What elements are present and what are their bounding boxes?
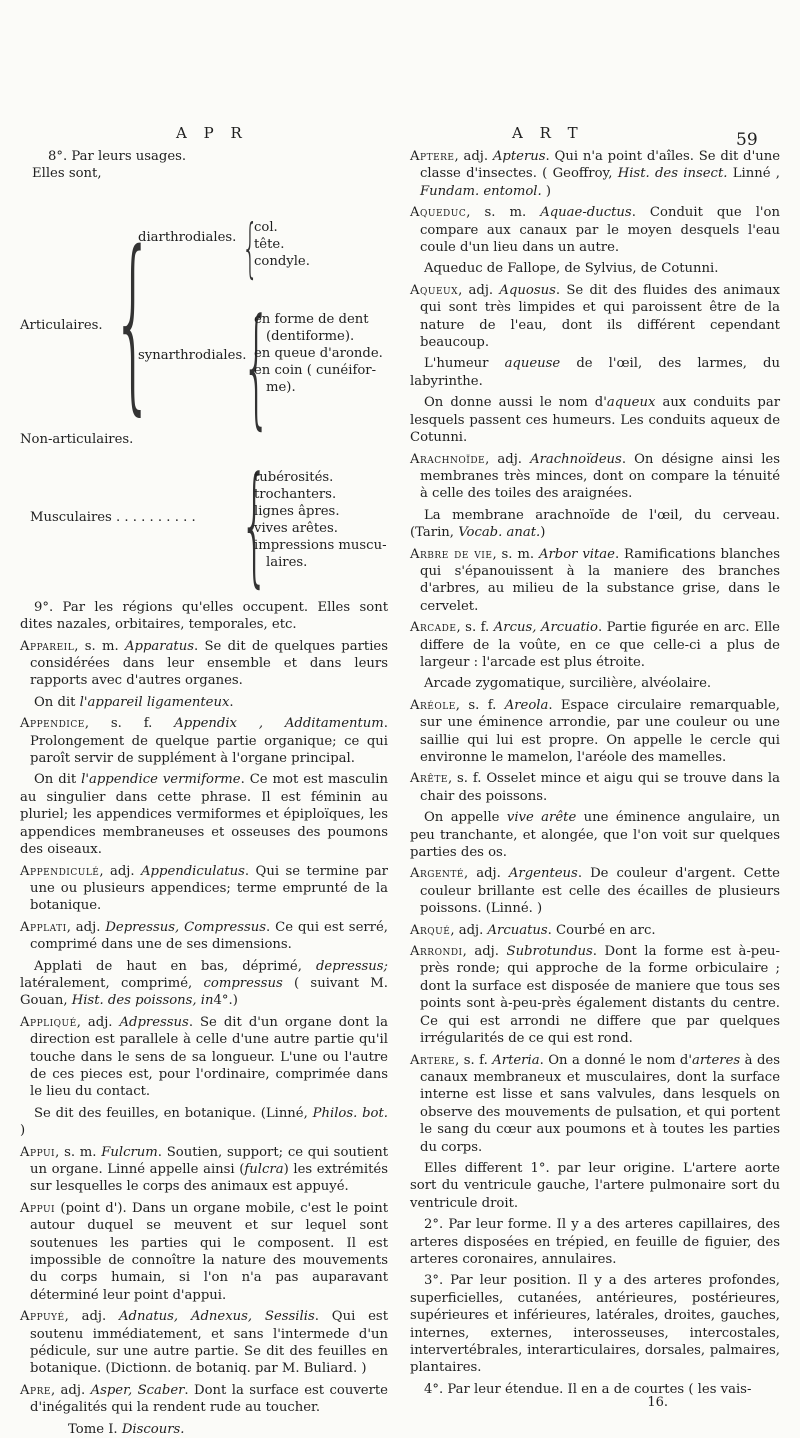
headword: Artere xyxy=(410,1052,456,1068)
musc-item-5: impressions muscu- xyxy=(254,537,387,553)
left-column xyxy=(20,148,388,1438)
entry-arete-note: On appelle vive arête une éminence angulaire, un peu tranchante, et alongée, que l'on voit sur quelques parties des os. xyxy=(410,810,780,861)
headword: Arrondi xyxy=(410,944,463,960)
class-diarthrodiales: diarthrodiales. xyxy=(138,229,237,245)
headword: Aqueux xyxy=(410,282,459,298)
diar-item-1: col. xyxy=(254,219,278,235)
headword: Arcade xyxy=(410,620,457,636)
entry-aptere: Aptere, adj. Apterus. Qui n'a point d'aîles. Se dit d'une classe d'insectes. ( Geoffroy, Hist. des insect. Linné , Fundam. entomol. ) xyxy=(410,149,780,199)
brace-musculaires: { xyxy=(240,447,269,600)
headword: Aréole xyxy=(410,697,456,713)
headword: Arbre de vie xyxy=(410,546,493,562)
entry-arcade-note: Arcade zygomatique, surcilière, alvéolaire. xyxy=(424,676,712,692)
entry-arachnoide-note: La membrane arachnoïde de l'œil, du cerveau. (Tarin, Vocab. anat.) xyxy=(410,507,780,541)
entry-appuye: Appuyé, adj. Adnatus, Adnexus, Sessilis. Qui est soutenu immédiatement, et sans l'intermede d'un pédicule, sur une autre partie. Se dit des feuilles en botanique. (Dictionn. de botaniq. par M. Buliard. ) xyxy=(20,1309,388,1377)
entry-arrondi: Arrondi, adj. Subrotundus. Dont la forme est à-peu-près ronde; qui approche de la forme orbiculaire ; dont la surface est disposée de maniere que tous ses points sont à-peu-près également distants du centre. Ce qui est arrondi ne differe que par quelques irrégularités de ce qui est rond. xyxy=(410,944,780,1047)
headword: Applati xyxy=(20,919,67,935)
class-synarthrodiales: synarthrodiales. xyxy=(138,347,247,363)
headword: Apre xyxy=(20,1382,51,1398)
headword: Argenté xyxy=(410,866,465,882)
entry-aqueduc-note: Aqueduc de Fallope, de Sylvius, de Cotunni. xyxy=(424,261,719,277)
classification-tree xyxy=(20,189,388,599)
musc-item-3: lignes âpres. xyxy=(254,503,340,519)
footer-volume: Tome I. Discours. xyxy=(68,1421,185,1437)
musc-item-4: vives arêtes. xyxy=(254,520,338,536)
entry-artere-etendue: 4°. Par leur étendue. Il en a de courtes ( les vais- xyxy=(424,1381,752,1397)
right-column xyxy=(410,148,780,1402)
headword: Appendice xyxy=(20,716,85,732)
syn-item-5: me). xyxy=(266,379,296,395)
entry-arachnoide: Arachnoïde, adj. Arachnoïdeus. On désigne ainsi les membranes très minces, dont on compare la ténuité à celle des toiles des araignées. xyxy=(410,451,780,502)
entry-appui: Appui, s. m. Fulcrum. Soutien, support; ce qui soutient un organe. Linné appelle ainsi (fulcra) les extrémités sur lesquelles le corps des animaux est appuyé. xyxy=(20,1144,389,1195)
entry-arbre-de-vie: Arbre de vie, s. m. Arbor vitae. Ramifications blanches qui s'épanouissent à la maniere des branches d'arbres, au milieu de la substance grise, dans le cervelet. xyxy=(410,546,780,614)
entry-arete: Arête, s. f. Osselet mince et aigu qui se trouve dans la chair des poissons. xyxy=(410,771,780,804)
diar-item-2: tête. xyxy=(254,236,285,252)
musc-item-6: laires. xyxy=(266,554,308,570)
entry-aqueux: Aqueux, adj. Aquosus. Se dit des fluides des animaux qui sont très limpides et qui paroissent être de la nature de l'eau, dont ils différent cependant beaucoup. xyxy=(410,282,780,351)
entry-artere-position: 3°. Par leur position. Il y a des arteres profondes, superficielles, cutanées, antérieures, postérieures, supérieures et inférieures, latérales, droites, gauches, internes, externes, interosseuses, intercostales, intervertébrales, interarticulaires, dorsales, palmaires, plantaires. xyxy=(410,1273,780,1376)
syn-item-1: en forme de dent xyxy=(254,311,369,327)
class-non-articulaires: Non-articulaires. xyxy=(20,431,134,447)
entry-artere-forme: 2°. Par leur forme. Il y a des arteres capillaires, des arteres disposées en trépied, en feuille de figuier, des arteres coronaires, annulaires. xyxy=(410,1217,780,1267)
entry-areole: Aréole, s. f. Areola. Espace circulaire remarquable, sur une éminence arrondie, par une couleur ou une saillie qui lui est propre. On appelle le cercle qui environne le mamelon, l'aréole des mamelles. xyxy=(410,697,780,765)
brace-articulaires: { xyxy=(112,210,155,432)
headword: Appuyé xyxy=(20,1309,65,1325)
section-9: 9°. Par les régions qu'elles occupent. Elles sont dites nazales, orbitaires, temporales, etc. xyxy=(20,599,388,633)
entry-aqueduc: Aqueduc, s. m. Aquae-ductus. Conduit que l'on compare aux canaux par le moyen desquels l'eau coule d'un lieu dans un autre. xyxy=(410,205,780,256)
entry-artere: Artere, s. f. Arteria. On a donné le nom d'arteres à des canaux membraneux et musculaires, dont la surface interne est lisse et sans valvules, dans lesquels on observe des mouvements de pulsation, et qui portent le sang du cœur aux poumons et à toutes les parties du corps. xyxy=(410,1052,780,1155)
entry-arque: Arqué, adj. Arcuatus. Courbé en arc. xyxy=(410,922,656,938)
headword: Appui xyxy=(20,1200,56,1216)
headword: Arachnoïde xyxy=(410,451,486,467)
headword: Appui xyxy=(20,1144,56,1160)
diar-item-3: condyle. xyxy=(254,253,310,269)
section-8-heading: 8°. Par leurs usages. xyxy=(48,149,187,164)
entry-argente: Argenté, adj. Argenteus. De couleur d'argent. Cette couleur brillante est celle des écailles de plusieurs poissons. (Linné. ) xyxy=(410,866,780,917)
entry-appendice-note: On dit l'appendice vermiforme. Ce mot est masculin au singulier dans cette phrase. Il est féminin au pluriel; les appendices vermiformes et épiploïques, les appendices membraneuses et osseuses des poumons des oiseaux. xyxy=(20,772,388,858)
headword: Aqueduc xyxy=(410,205,467,221)
entry-applique: Appliqué, adj. Adpressus. Se dit d'un organe dont la direction est parallele à celle d'une autre partie qu'il touche dans le sens de sa longueur. L'une ou l'autre de ces pieces est, pour l'ordinaire, comprimée dans le lieu du contact. xyxy=(20,1014,388,1100)
headword: Aptere xyxy=(410,149,455,164)
headword: Arqué xyxy=(410,922,451,938)
entry-appui-point: Appui (point d'). Dans un organe mobile, c'est le point autour duquel se meuvent et sur lequel sont soutenues les parties qui le composent. Il est impossible de connoître la nature des mouvements du corps humain, si l'on n'a pas auparavant déterminé leur point d'appui. xyxy=(20,1200,388,1303)
syn-item-4: en coin ( cunéifor- xyxy=(254,362,377,378)
entry-appareil: Appareil, s. m. Apparatus. Se dit de quelques parties considérées dans leur ensemble et dans leurs rapports avec d'autres organes. xyxy=(20,638,388,689)
entry-apre: Apre, adj. Asper, Scaber. Dont la surface est couverte d'inégalités qui la rendent rude au toucher. xyxy=(20,1382,388,1416)
entry-aqueux-note-2: On donne aussi le nom d'aqueux aux conduits par lesquels passent ces humeurs. Les conduits aqueux de Cotunni. xyxy=(410,395,780,446)
entry-appareil-note: On dit l'appareil ligamenteux. xyxy=(34,694,234,710)
musc-item-1: tubérosités. xyxy=(254,469,334,485)
class-articulaires: Articulaires. xyxy=(20,317,103,333)
syn-item-3: en queue d'aronde. xyxy=(254,345,383,361)
headword: Arête xyxy=(410,771,448,787)
headword: Appareil xyxy=(20,638,75,654)
running-head-left: A P R xyxy=(176,124,248,142)
entry-appendice: Appendice, s. f. Appendix , Additamentum. Prolongement de quelque partie organique; ce qui paroît servir de supplément à l'organe principal. xyxy=(20,716,388,767)
entry-arcade: Arcade, s. f. Arcus, Arcuatio. Partie figurée en arc. Elle differe de la voûte, en ce que celle-ci a plus de largeur : l'arcade est plus étroite. xyxy=(410,620,780,670)
brace-diarthrodiales: { xyxy=(242,211,259,286)
entry-appendicule: Appendiculé, adj. Appendiculatus. Qui se termine par une ou plusieurs appendices; terme emprunté de la botanique. xyxy=(20,863,388,914)
running-head-right: A R T xyxy=(512,124,584,142)
headword: Appendiculé xyxy=(20,863,100,879)
brace-synarthrodiales: { xyxy=(242,289,271,442)
entry-applati-note: Applati de haut en bas, déprimé, depressus; latéralement, comprimé, compressus ( suivant M. Gouan, Hist. des poissons, in4°.) xyxy=(20,958,388,1009)
signature-mark: 16. xyxy=(647,1395,668,1410)
section-8-sont: Elles sont, xyxy=(32,166,102,182)
headword: Appliqué xyxy=(20,1014,77,1030)
class-musculaires: Musculaires . . . . . . . . . . xyxy=(30,509,196,525)
page-number: 59 xyxy=(736,130,758,150)
entry-applique-note: Se dit des feuilles, en botanique. (Linné, Philos. bot. ) xyxy=(20,1105,388,1139)
syn-item-2: (dentiforme). xyxy=(266,328,355,344)
entry-aqueux-note-1: L'humeur aqueuse de l'œil, des larmes, du labyrinthe. xyxy=(410,356,780,389)
entry-applati: Applati, adj. Depressus, Compressus. Ce qui est serré, comprimé dans une de ses dimensions. xyxy=(20,919,388,953)
entry-artere-origine: Elles different 1°. par leur origine. L'artere aorte sort du ventricule gauche, l'artere pulmonaire sort du ventricule droit. xyxy=(410,1160,780,1211)
musc-item-2: trochanters. xyxy=(254,486,337,502)
